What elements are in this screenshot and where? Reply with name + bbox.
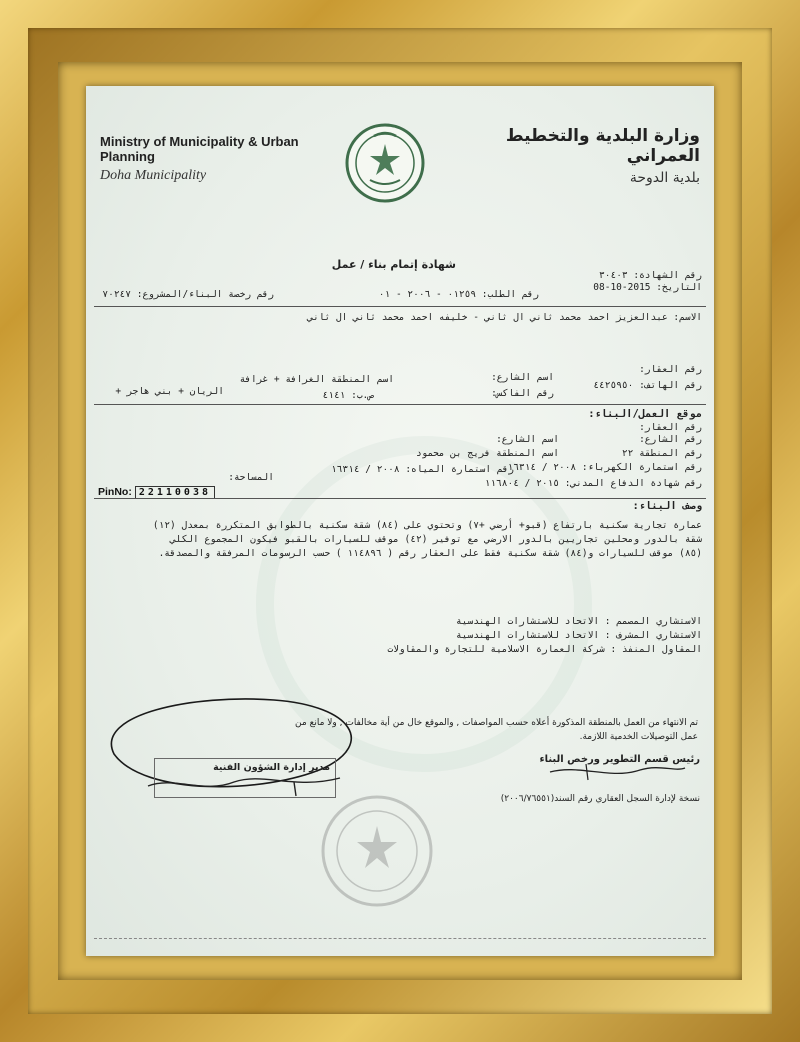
handwritten-signature <box>144 768 344 798</box>
permit-number: رقم رخصة البناء/المشروع: ٧٠٢٤٧ <box>102 289 274 300</box>
certificate-number: رقم الشهادة: ٣٠٤٠٣ <box>599 270 702 281</box>
divider <box>94 306 706 307</box>
water-form-number: رقم استمارة المياه: ٢٠٠٨ / ١٦٣١٤ <box>330 464 514 475</box>
divider <box>94 498 706 499</box>
building-permits-head-title: رئيس قسم التطوير ورخص البناء <box>539 754 700 765</box>
owner-area-name: اسم المنطقة الغرافة + غرافة <box>239 374 394 385</box>
header-english <box>100 134 340 184</box>
technical-director-title: مدير إدارة الشؤون الفنية <box>213 762 330 773</box>
owner-pobox: ص.ب: ٤١٤١ <box>322 390 374 401</box>
pin-value: 22110038 <box>135 486 215 499</box>
ministry-name-ar: وزارة البلدية والتخطيط العمراني <box>505 126 700 166</box>
municipality-name-ar: بلدية الدوحة <box>629 170 700 186</box>
official-stamp-icon <box>318 792 436 910</box>
supervising-consultant: الاستشاري المشرف : الاتحاد للاستشارات الهندسية <box>456 630 702 641</box>
plot-area: المساحة: <box>228 472 274 483</box>
completion-statement-2: عمل التوصيلات الخدمية اللازمة. <box>579 732 698 742</box>
municipality-name-en: Doha Municipality <box>100 168 207 183</box>
location-zone-name: اسم المنطقة فريج بن محمود <box>416 448 559 459</box>
civil-defense-certificate: رقم شهادة الدفاع المدني: ٢٠١٥ / ١١٦٨٠٤ <box>484 478 702 489</box>
certificate-title: شهادة إتمام بناء / عمل <box>331 258 456 271</box>
ministry-name-en: Ministry of Municipality & Urban Planning <box>100 134 299 164</box>
pin-label: PinNo: <box>98 486 132 498</box>
location-street-number: رقم الشارع: <box>639 434 702 445</box>
description-line-1: عمارة تجارية سكنية بارتفاع (قبو+ أرضي +٧) وتحتوي على (٨٤) شقة سكنية بالطوابق المتكررة بمعدل (١٢) <box>152 520 702 531</box>
completion-statement-1: تم الانتهاء من العمل بالمنطقة المذكورة أعلاه حسب المواصفات , والموقع خال من أية مخالفات , ولا مانع من <box>295 718 698 728</box>
description-line-3: (٨٥) موقف للسيارات و(٨٤) شقة سكنية فقط على العقار رقم ( ١١٤٨٩٦ ) حسب الرسومات المرفقة والمصدقة. <box>158 548 702 559</box>
electricity-form-number: رقم استمارة الكهرباء: ٢٠٠٨ / ١٦٣١٤ <box>507 462 702 473</box>
owner-property-number: رقم العقار: <box>639 364 702 375</box>
ministry-emblem-icon <box>344 122 426 204</box>
footer-line <box>94 938 706 939</box>
executing-contractor: المقاول المنفذ : شركة العمارة الاسلامية للتجارة والمقاولات <box>387 644 702 655</box>
location-zone-number: رقم المنطقة ٢٢ <box>621 448 702 459</box>
request-number: رقم الطلب: ٠١٢٥٩ - ٢٠٠٦ - ٠١ <box>378 289 539 300</box>
handwritten-signature <box>490 758 690 784</box>
description-heading: وصف البناء: <box>632 500 702 512</box>
location-street-name: اسم الشارع: <box>496 434 559 445</box>
location-property-number: رقم العقار: <box>639 422 702 433</box>
owner-area-name-2: الريان + بني هاجر + <box>115 386 224 397</box>
location-heading: موقع العمل/البناء: <box>588 408 702 420</box>
header-arabic <box>470 126 700 186</box>
owner-fax: رقم الفاكس: <box>491 388 554 399</box>
owner-name: الاسم: عبدالعزيز احمد محمد ثاني ال ثاني - خليفه احمد محمد ثاني ال ثاني <box>307 312 702 323</box>
owner-street-name: اسم الشارع: <box>491 372 554 383</box>
description-line-2: شقة بالدور ومحلين تجاريين بالدور الارضي مع توفير (٤٢) موقف للسيارات بالقبو فيكون المجموع الكلي <box>170 534 702 545</box>
registry-copy-note: نسخة لإدارة السجل العقاري رقم السند(٢٠٠٦/٧٦٥٥١) <box>500 794 700 804</box>
design-consultant: الاستشاري المصمم : الاتحاد للاستشارات الهندسية <box>456 616 702 627</box>
certificate-document <box>86 86 714 956</box>
certificate-date: التاريخ: 2015-10-08 <box>593 282 702 293</box>
divider <box>94 404 706 405</box>
owner-phone: رقم الهاتف: ٤٤٢٥٩٥٠ <box>593 380 702 391</box>
